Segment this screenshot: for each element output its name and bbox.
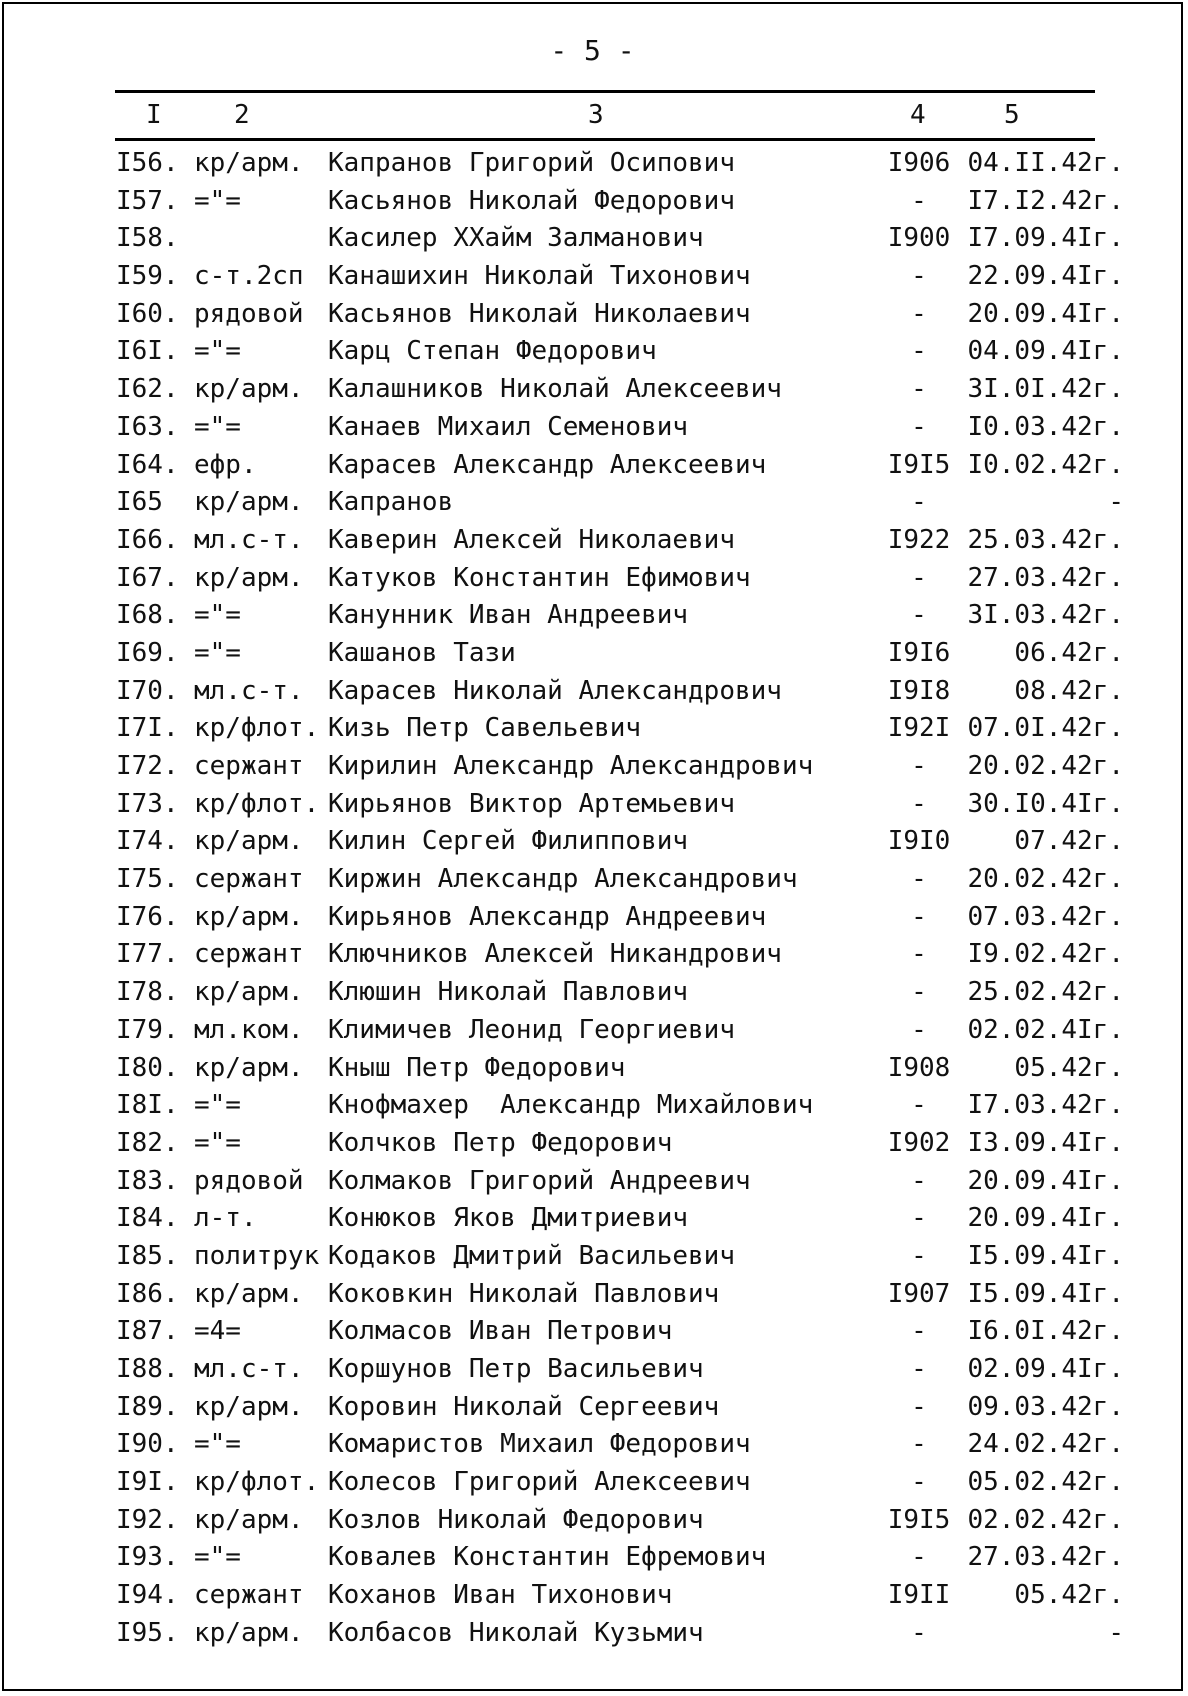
row-date: 06.42г. [1014, 637, 1124, 668]
row-date: 04.09.4Iг. [967, 336, 1124, 367]
table-row [4, 1051, 1181, 1089]
table-row [4, 975, 1181, 1013]
row-rank: кр/арм. [194, 1278, 304, 1309]
row-date: 20.02.42г. [967, 864, 1124, 895]
row-birth-year: I9I5 [887, 449, 951, 480]
page-number: - 5 - [550, 34, 635, 67]
row-name: Каверин Алексей Николаевич [328, 524, 735, 555]
row-rank: сержант [194, 939, 304, 970]
row-birth-year: - [911, 374, 927, 405]
row-number: I8I. [116, 1090, 179, 1121]
row-birth-year: - [911, 336, 927, 367]
table-row [4, 523, 1181, 561]
row-name: Кирьянов Виктор Артемьевич [328, 788, 735, 819]
row-name: Капранов Григорий Осипович [328, 148, 735, 178]
row-birth-year: - [911, 298, 927, 329]
row-birth-year: I9I0 [887, 826, 951, 857]
table-row [4, 259, 1181, 297]
row-name: Коровин Николай Сергеевич [328, 1391, 720, 1422]
row-name: Катуков Константин Ефимович [328, 562, 751, 593]
row-rank: ="= [194, 1090, 241, 1121]
row-date: I7.03.42г. [967, 1090, 1124, 1121]
row-rank: рядовой [194, 298, 304, 329]
row-birth-year: - [911, 411, 927, 442]
row-birth-year: I9I6 [887, 637, 951, 668]
row-date: I7.I2.42г. [967, 185, 1124, 216]
row-birth-year: - [911, 185, 927, 216]
row-rank: кр/арм. [194, 374, 304, 405]
row-name: Кирилин Александр Александрович [328, 751, 814, 781]
header-top-rule [115, 90, 1095, 93]
row-name: Кирьянов Александр Андреевич [328, 901, 767, 932]
row-rank: сержант [194, 751, 304, 781]
row-number: I95. [116, 1617, 179, 1648]
row-rank: мл.ком. [194, 1014, 304, 1045]
table-row [4, 1465, 1181, 1503]
row-number: I84. [116, 1203, 179, 1234]
row-birth-year: - [911, 1316, 927, 1347]
row-number: I67. [116, 562, 179, 593]
row-birth-year: - [911, 1354, 927, 1384]
header-col-5: 5 [1004, 100, 1020, 130]
row-number: I72. [116, 751, 179, 781]
row-date: 20.09.4Iг. [967, 1203, 1124, 1234]
row-birth-year: I9I8 [887, 675, 951, 706]
row-number: I63. [116, 411, 179, 442]
row-birth-year: - [911, 751, 927, 781]
row-rank: кр/арм. [194, 1052, 304, 1083]
row-rank: кр/флот. [194, 788, 320, 819]
row-name: Канашихин Николай Тихонович [328, 261, 751, 292]
row-name: Килин Сергей Филиппович [328, 826, 689, 857]
row-rank: ефр. [194, 449, 257, 480]
records-list [4, 146, 1181, 1654]
row-date: 04.II.42г. [967, 148, 1124, 178]
table-row [4, 221, 1181, 259]
row-name: Кныш Петр Федорович [328, 1052, 626, 1083]
row-rank: политрук [194, 1240, 320, 1271]
table-row [4, 561, 1181, 599]
table-row [4, 372, 1181, 410]
row-number: I57. [116, 185, 179, 216]
row-number: I60. [116, 298, 179, 329]
row-date: 20.09.4Iг. [967, 298, 1124, 329]
row-number: I68. [116, 600, 179, 631]
row-rank: кр/арм. [194, 901, 304, 932]
table-row [4, 1503, 1181, 1541]
table-row [4, 1352, 1181, 1390]
row-rank: ="= [194, 1542, 241, 1573]
row-date: 07.03.42г. [967, 901, 1124, 932]
row-date: 02.02.4Iг. [967, 1014, 1124, 1045]
row-name: Кодаков Дмитрий Васильевич [328, 1240, 735, 1271]
row-number: I56. [116, 148, 179, 178]
row-date: I0.03.42г. [967, 411, 1124, 442]
row-date: 25.02.42г. [967, 977, 1124, 1008]
row-number: I75. [116, 864, 179, 895]
row-birth-year: I92I [887, 713, 951, 744]
row-rank: кр/арм. [194, 826, 304, 857]
row-name: Коршунов Петр Васильевич [328, 1354, 704, 1384]
row-rank: ="= [194, 411, 241, 442]
row-number: I78. [116, 977, 179, 1008]
row-name: Ключников Алексей Никандрович [328, 939, 782, 970]
row-name: Конюков Яков Дмитриевич [328, 1203, 689, 1234]
header-bottom-rule [115, 138, 1095, 141]
row-name: Карасев Александр Алексеевич [328, 449, 767, 480]
row-name: Касилер ХХайм Залманович [328, 223, 704, 254]
row-name: Ковалев Константин Ефремович [328, 1542, 767, 1573]
row-name: Коковкин Николай Павлович [328, 1278, 720, 1309]
row-rank: сержант [194, 864, 304, 895]
row-number: I82. [116, 1127, 179, 1158]
row-birth-year: - [911, 562, 927, 593]
row-number: I6I. [116, 336, 179, 367]
table-row [4, 749, 1181, 787]
row-rank: ="= [194, 336, 241, 367]
header-col-4: 4 [910, 100, 926, 130]
row-name: Козлов Николай Федорович [328, 1504, 704, 1535]
row-rank: ="= [194, 1429, 241, 1460]
table-row [4, 297, 1181, 335]
row-rank: кр/арм. [194, 977, 304, 1008]
row-birth-year: I906 [887, 148, 951, 178]
row-name: Карц Степан Федорович [328, 336, 657, 367]
row-name: Колмаков Григорий Андреевич [328, 1165, 751, 1196]
row-number: I85. [116, 1240, 179, 1271]
row-number: I59. [116, 261, 179, 292]
row-birth-year: I907 [887, 1278, 951, 1309]
row-rank: кр/арм. [194, 1504, 304, 1535]
row-number: I77. [116, 939, 179, 970]
row-rank: мл.с-т. [194, 675, 304, 706]
row-number: I70. [116, 675, 179, 706]
row-birth-year: - [911, 487, 927, 518]
table-row [4, 1239, 1181, 1277]
row-rank: кр/арм. [194, 487, 304, 518]
row-date: I5.09.4Iг. [967, 1278, 1124, 1309]
row-rank: ="= [194, 637, 241, 668]
row-name: Колчков Петр Федорович [328, 1127, 673, 1158]
row-name: Комаристов Михаил Федорович [328, 1429, 751, 1460]
table-row [4, 711, 1181, 749]
row-rank: кр/арм. [194, 562, 304, 593]
row-birth-year: I9I5 [887, 1504, 951, 1535]
row-name: Калашников Николай Алексеевич [328, 374, 782, 405]
table-row [4, 598, 1181, 636]
table-row [4, 937, 1181, 975]
row-date: 27.03.42г. [967, 1542, 1124, 1573]
table-row [4, 900, 1181, 938]
row-birth-year: - [911, 1240, 927, 1271]
row-number: I65 [116, 487, 163, 518]
table-row [4, 146, 1181, 184]
row-name: Климичев Леонид Георгиевич [328, 1014, 735, 1045]
row-birth-year: - [911, 1542, 927, 1573]
row-date: I6.0I.42г. [967, 1316, 1124, 1347]
row-date: - [1108, 487, 1124, 518]
row-name: Канаев Михаил Семенович [328, 411, 689, 442]
row-date: 02.02.42г. [967, 1504, 1124, 1535]
row-date: I7.09.4Iг. [967, 223, 1124, 254]
row-birth-year: - [911, 1014, 927, 1045]
row-name: Канунник Иван Андреевич [328, 600, 689, 631]
table-row [4, 184, 1181, 222]
row-number: I64. [116, 449, 179, 480]
row-rank: кр/флот. [194, 713, 320, 744]
row-rank: л-т. [194, 1203, 257, 1234]
row-date: - [1108, 1617, 1124, 1648]
header-col-3: 3 [588, 100, 604, 130]
table-row [4, 1427, 1181, 1465]
row-date: 20.02.42г. [967, 751, 1124, 781]
document-page [2, 2, 1183, 1691]
row-number: I86. [116, 1278, 179, 1309]
row-number: I88. [116, 1354, 179, 1384]
row-number: I94. [116, 1580, 179, 1611]
row-number: I9I. [116, 1467, 179, 1498]
row-date: 05.02.42г. [967, 1467, 1124, 1498]
table-row [4, 1201, 1181, 1239]
row-date: I3.09.4Iг. [967, 1127, 1124, 1158]
row-number: I58. [116, 223, 179, 254]
table-row [4, 410, 1181, 448]
row-birth-year: - [911, 864, 927, 895]
row-date: 24.02.42г. [967, 1429, 1124, 1460]
row-birth-year: I922 [887, 524, 951, 555]
row-name: Капранов [328, 487, 454, 518]
row-date: 07.0I.42г. [967, 713, 1124, 744]
row-birth-year: - [911, 1617, 927, 1648]
table-row [4, 448, 1181, 486]
row-number: I90. [116, 1429, 179, 1460]
row-number: I79. [116, 1014, 179, 1045]
table-row [4, 1013, 1181, 1051]
table-row [4, 674, 1181, 712]
table-row [4, 1578, 1181, 1616]
row-birth-year: - [911, 1165, 927, 1196]
row-date: 27.03.42г. [967, 562, 1124, 593]
row-date: 25.03.42г. [967, 524, 1124, 555]
row-name: Карасев Николай Александрович [328, 675, 782, 706]
row-birth-year: - [911, 939, 927, 970]
table-row [4, 1390, 1181, 1428]
row-rank: ="= [194, 185, 241, 216]
row-date: 02.09.4Iг. [967, 1354, 1124, 1384]
row-date: 30.I0.4Iг. [967, 788, 1124, 819]
row-rank: ="= [194, 600, 241, 631]
row-number: I76. [116, 901, 179, 932]
row-name: Коханов Иван Тихонович [328, 1580, 673, 1611]
row-date: 08.42г. [1014, 675, 1124, 706]
row-number: I69. [116, 637, 179, 668]
row-rank: кр/флот. [194, 1467, 320, 1498]
row-rank: мл.с-т. [194, 524, 304, 555]
row-birth-year: - [911, 788, 927, 819]
row-name: Кнофмахер Александр Михайлович [328, 1090, 814, 1121]
row-birth-year: - [911, 1429, 927, 1460]
row-date: 07.42г. [1014, 826, 1124, 857]
row-birth-year: - [911, 1467, 927, 1498]
row-rank: кр/арм. [194, 1391, 304, 1422]
row-rank: сержант [194, 1580, 304, 1611]
table-row [4, 1616, 1181, 1654]
row-number: I73. [116, 788, 179, 819]
row-name: Колбасов Николай Кузьмич [328, 1617, 704, 1648]
row-number: I89. [116, 1391, 179, 1422]
table-row [4, 824, 1181, 862]
row-number: I66. [116, 524, 179, 555]
row-date: 3I.0I.42г. [967, 374, 1124, 405]
row-rank: рядовой [194, 1165, 304, 1196]
row-birth-year: - [911, 1203, 927, 1234]
row-number: I80. [116, 1052, 179, 1083]
table-row [4, 1540, 1181, 1578]
row-name: Кашанов Тази [328, 637, 516, 668]
table-row [4, 1088, 1181, 1126]
header-col-2: 2 [234, 100, 250, 130]
row-rank: с-т.2сп [194, 261, 304, 292]
row-birth-year: - [911, 600, 927, 631]
row-birth-year: - [911, 977, 927, 1008]
row-name: Киржин Александр Александрович [328, 864, 798, 895]
header-col-1: I [146, 100, 162, 130]
row-rank: кр/арм. [194, 148, 304, 178]
row-birth-year: I900 [887, 223, 951, 254]
table-row [4, 1277, 1181, 1315]
row-date: 22.09.4Iг. [967, 261, 1124, 292]
row-birth-year: I908 [887, 1052, 951, 1083]
table-row [4, 334, 1181, 372]
row-name: Колесов Григорий Алексеевич [328, 1467, 751, 1498]
row-rank: кр/арм. [194, 1617, 304, 1648]
row-birth-year: - [911, 1090, 927, 1121]
row-date: 09.03.42г. [967, 1391, 1124, 1422]
table-row [4, 485, 1181, 523]
row-name: Кизь Петр Савельевич [328, 713, 642, 744]
row-number: I7I. [116, 713, 179, 744]
row-number: I92. [116, 1504, 179, 1535]
row-date: 05.42г. [1014, 1580, 1124, 1611]
row-number: I83. [116, 1165, 179, 1196]
row-name: Колмасов Иван Петрович [328, 1316, 673, 1347]
table-row [4, 1164, 1181, 1202]
row-date: I9.02.42г. [967, 939, 1124, 970]
table-row [4, 862, 1181, 900]
row-birth-year: - [911, 1391, 927, 1422]
row-date: 20.09.4Iг. [967, 1165, 1124, 1196]
row-number: I93. [116, 1542, 179, 1573]
table-row [4, 1314, 1181, 1352]
row-rank: =4= [194, 1316, 241, 1347]
row-number: I74. [116, 826, 179, 857]
row-date: 3I.03.42г. [967, 600, 1124, 631]
table-header [4, 100, 1181, 134]
row-birth-year: - [911, 261, 927, 292]
row-birth-year: I9II [887, 1580, 951, 1611]
row-date: 05.42г. [1014, 1052, 1124, 1083]
row-date: I5.09.4Iг. [967, 1240, 1124, 1271]
row-rank: ="= [194, 1127, 241, 1158]
row-rank: мл.с-т. [194, 1354, 304, 1384]
row-date: I0.02.42г. [967, 449, 1124, 480]
table-row [4, 1126, 1181, 1164]
row-name: Касьянов Николай Николаевич [328, 298, 751, 329]
table-row [4, 636, 1181, 674]
row-name: Клюшин Николай Павлович [328, 977, 689, 1008]
table-row [4, 787, 1181, 825]
row-number: I87. [116, 1316, 179, 1347]
row-birth-year: - [911, 901, 927, 932]
row-number: I62. [116, 374, 179, 405]
row-birth-year: I902 [887, 1127, 951, 1158]
row-name: Касьянов Николай Федорович [328, 185, 735, 216]
